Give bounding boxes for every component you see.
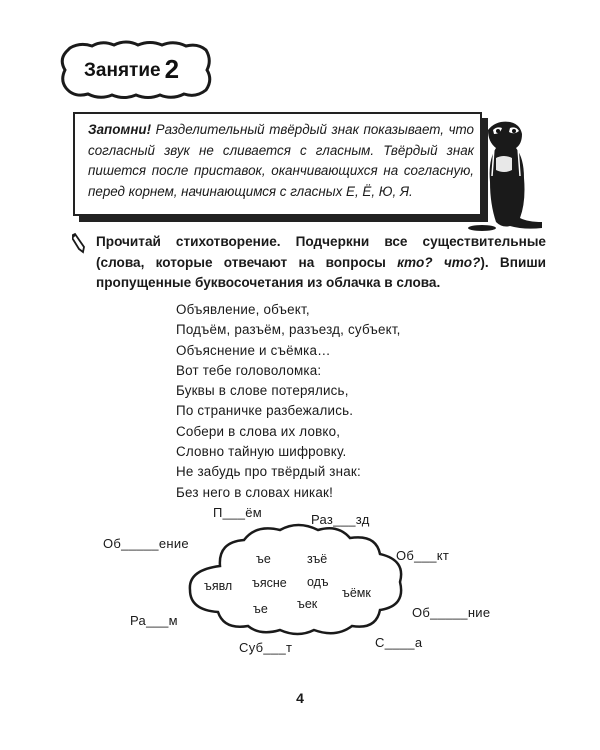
task-questions: кто? что? — [397, 254, 481, 270]
cloud-fragment: ъек — [297, 597, 318, 611]
cloud-fragment: ъе — [256, 552, 271, 566]
page-number: 4 — [296, 690, 304, 706]
poem-line: Объявление, объект, — [176, 302, 310, 317]
poem-line: Буквы в слове потерялись, — [176, 383, 349, 399]
cloud-fragment: ъе — [253, 602, 268, 616]
cloud-fragment: ъёмк — [342, 586, 371, 600]
task-instructions: Прочитай стихотворение. Подчеркни все существительные (слова, которые отвечают на вопросы кто? что?). Впиши пропущенные буквосочетания из облачка в слова. — [96, 234, 547, 290]
word-with-blank: С____а — [375, 635, 423, 650]
word-with-blank: П___ём — [213, 505, 263, 520]
cloud-fragment: зъё — [307, 552, 328, 566]
rule-label: Запомни! — [88, 122, 152, 137]
poem-line: Подъём, разъём, разъезд, субъект, — [176, 322, 401, 338]
poem-line: По страничке разбежались. — [176, 403, 354, 419]
word-with-blank: Ра___м — [130, 613, 178, 628]
lesson-number: 2 — [164, 54, 180, 84]
rule-body: Разделительный твёрдый знак показывает, что согласный звук не сливается с гласным. Твёрдый знак пишется после приставок, оканчивающихся на согласную, перед корнем, начинающимся с гласных Е, Ё, Ю, Я. — [88, 122, 474, 199]
rule-text — [88, 120, 474, 202]
poem-line: Без него в словах никак! — [176, 484, 334, 500]
cloud-fragment: ъясне — [252, 576, 287, 590]
word-with-blank: Об___кт — [396, 548, 450, 563]
otter-illustration — [466, 118, 544, 234]
poem-line: Вот тебе головоломка: — [176, 362, 322, 378]
cloud-fragment: одъ — [307, 575, 329, 589]
word-with-blank: Об_____ние — [412, 605, 491, 620]
word-with-blank: Об_____ение — [103, 536, 189, 551]
poem-line: Словно тайную шифровку. — [176, 444, 347, 460]
poem-line: Собери в слова их ловко, — [176, 423, 341, 439]
word-with-blank: Суб___т — [239, 640, 293, 655]
poem-line: Объяснение и съёмка… — [176, 342, 331, 358]
poem-line: Не забудь про твёрдый знак: — [176, 464, 361, 480]
poem — [176, 300, 401, 503]
pencil-icon — [72, 232, 88, 254]
word-with-blank: Раз___зд — [311, 512, 370, 527]
cloud-fragment: ъявл — [204, 579, 233, 593]
lesson-title: Занятие 2 — [84, 54, 180, 84]
